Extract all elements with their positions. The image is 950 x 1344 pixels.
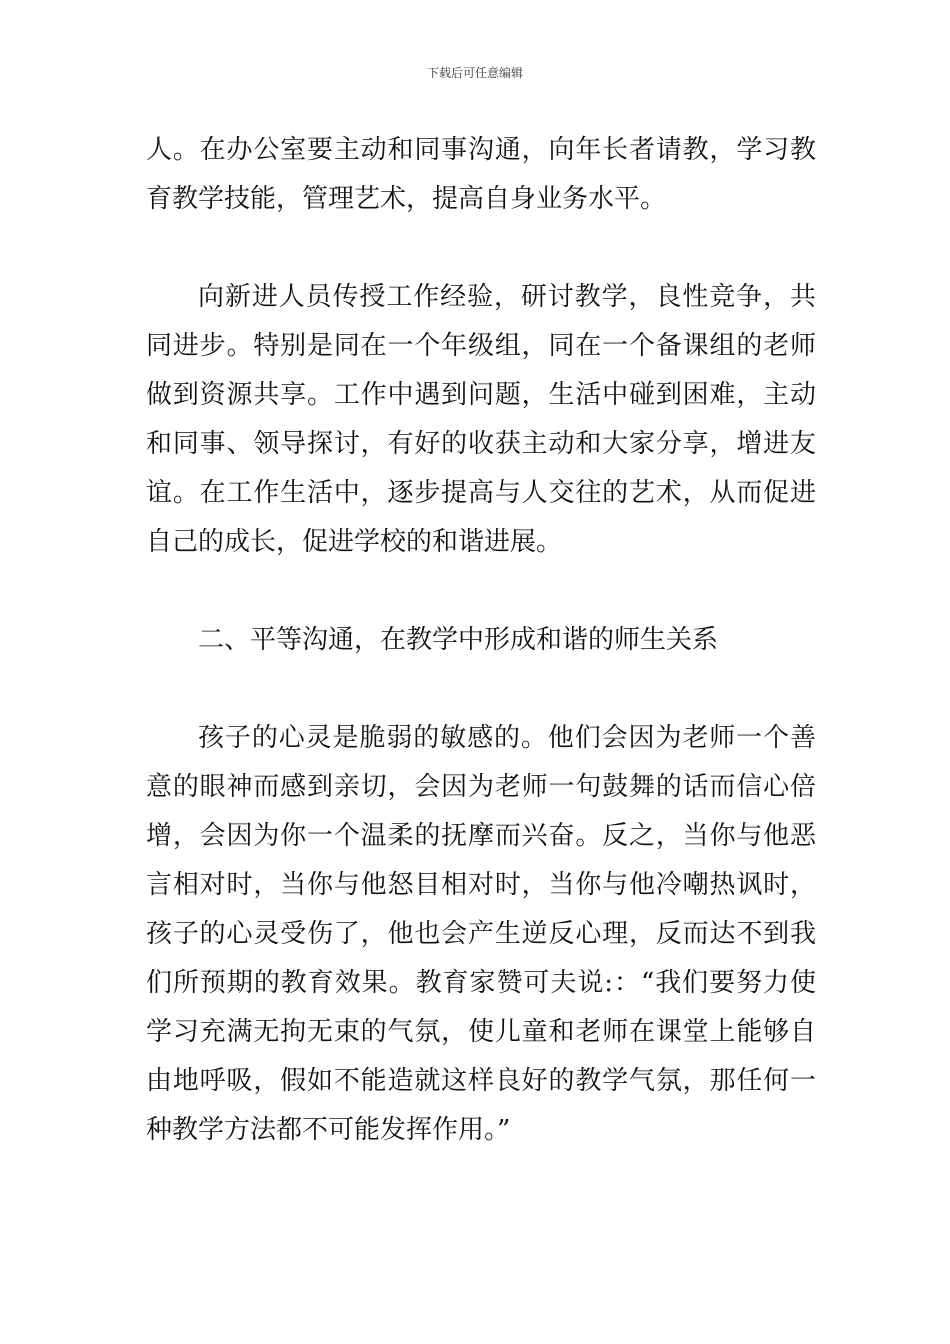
- paragraph-colleague-sharing: 向新进人员传授工作经验，研讨教学，良性竞争，共同进步。特别是同在一个年级组，同在一个备课组的老师做到资源共享。工作中遇到问题，生活中碰到困难，主动和同事、领导探讨，有好的收获主动和大家分享，增进友谊。在工作生活中，逐步提高与人交往的艺术，从而促进自己的成长，促进学校的和谐进展。: [146, 282, 816, 557]
- document-body: [146, 126, 816, 1155]
- page-header-note: 下载后可任意编辑: [426, 66, 523, 80]
- paragraph-continuation: 人。在办公室要主动和同事沟通，向年长者请教，学习教育教学技能，管理艺术，提高自身业务水平。: [146, 135, 816, 214]
- paragraph-children-heart: 孩子的心灵是脆弱的敏感的。他们会因为老师一个善意的眼神而感到亲切，会因为老师一句鼓舞的话而信心倍增，会因为你一个温柔的抚摩而兴奋。反之，当你与他恶言相对时，当你与他怒目相对时，当你与他冷嘲热讽时，孩子的心灵受伤了，他也会产生逆反心理，反而达不到我们所预期的教育效果。教育家赞可夫说:：“我们要努力使学习充满无拘无束的气氛，使儿童和老师在课堂上能够自由地呼吸，假如不能造就这样良好的教学气氛，那任何一种教学方法都不可能发挥作用。”: [146, 723, 816, 1145]
- section-heading-teacher-student: 二、平等沟通，在教学中形成和谐的师生关系: [198, 625, 719, 655]
